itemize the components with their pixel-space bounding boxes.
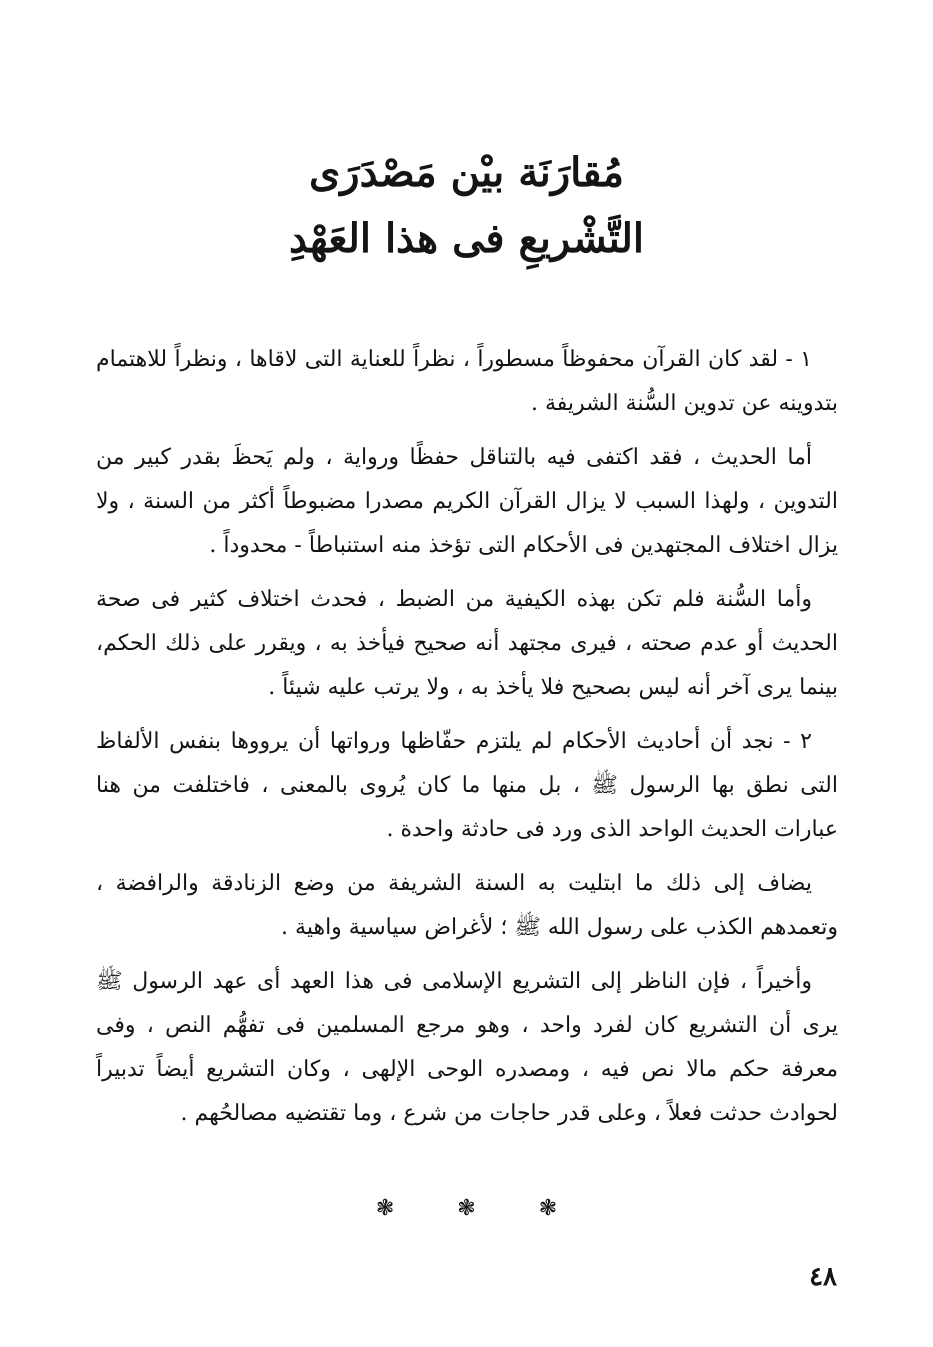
- section-separator: [0, 1196, 933, 1221]
- paragraph-5: يضاف إلى ذلك ما ابتليت به السنة الشريفة من وضع الزنادقة والرافضة ، وتعمدهم الكذب على رسول الله ﷺ ؛ لأغراض سياسية واهية .: [96, 871, 838, 940]
- paragraph-1: ١ - لقد كان القرآن محفوظاً مسطوراً ، نظراً للعناية التى لاقاها ، ونظراً للاهتمام بتدوينه عن تدوين السُّنة الشريفة .: [96, 347, 838, 416]
- separator-star-icon: ❃: [375, 1196, 395, 1221]
- paragraph-4: ٢ - نجد أن أحاديث الأحكام لم يلتزم حفّاظها ورواتها أن يرووها بنفس الألفاظ التى نطق بها الرسول ﷺ ، بل منها ما كان يُروى بالمعنى ، فاختلفت من هنا عبارات الحديث الواحد الذى ورد فى حادثة واحدة .: [96, 729, 838, 842]
- chapter-title-line-1: مُقارَنَة بيْن مَصْدَرَى: [309, 149, 624, 196]
- chapter-title-line-2: التَّشْريعِ فى هذا العَهْدِ: [288, 215, 645, 262]
- paragraph-6: وأخيراً ، فإن الناظر إلى التشريع الإسلامى فى هذا العهد أى عهد الرسول ﷺ يرى أن التشريع كان لفرد واحد ، وهو مرجع المسلمين فى تفهُّم النص ، وفى معرفة حكم مالا نص فيه ، ومصدره الوحى الإلهى ، وكان التشريع أيضاً تدبيراً لحوادث حدثت فعلاً ، وعلى قدر حاجات من شرع ، وما تقتضيه مصالحُهم .: [96, 969, 838, 1126]
- separator-star-icon: ❃: [457, 1196, 476, 1221]
- page-number: ٤٨: [809, 1262, 837, 1292]
- body-text: [96, 338, 838, 1146]
- separator-star-icon: ❃: [538, 1196, 558, 1221]
- paragraph-3: وأما السُّنة فلم تكن بهذه الكيفية من الضبط ، فحدث اختلاف كثير فى صحة الحديث أو عدم صحته ، فيرى مجتهد أنه صحيح فيأخذ به ، ويقرر على ذلك الحكم، بينما يرى آخر أنه ليس بصحيح فلا يأخذ به ، ولا يرتب عليه شيئاً .: [96, 587, 838, 700]
- paragraph-2: أما الحديث ، فقد اكتفى فيه بالتناقل حفظًا ورواية ، ولم يَحظَ بقدر كبير من التدوين ، ولهذا السبب لا يزال القرآن الكريم مصدرا مضبوطاً أكثر من السنة ، ولا يزال اختلاف المجتهدين فى الأحكام التى تؤخذ منه استنباطاً - محدوداً .: [96, 445, 838, 558]
- chapter-title: [0, 140, 933, 272]
